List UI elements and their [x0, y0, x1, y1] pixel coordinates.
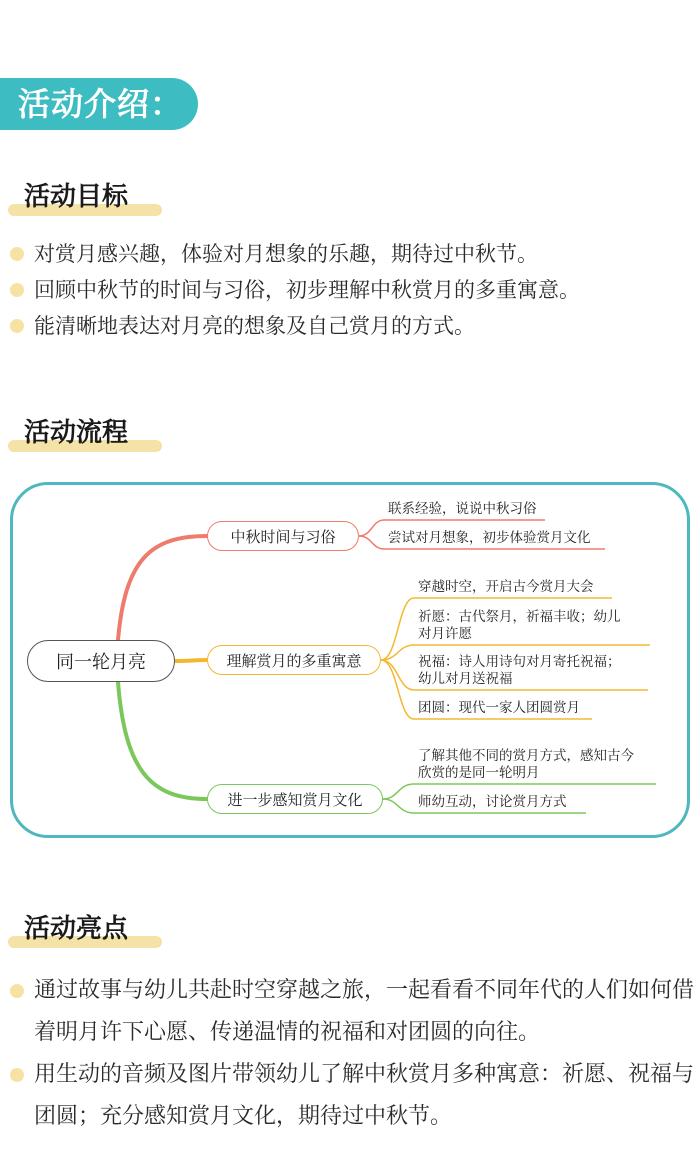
mindmap-branch-3: 进一步感知赏月文化	[207, 784, 383, 814]
mindmap-leaf: 祈愿：古代祭月，祈福丰收；幼儿 对月许愿	[418, 609, 621, 642]
goal-text: 能清晰地表达对月亮的想象及自己赏月的方式。	[34, 314, 475, 338]
highlight-text: 用生动的音频及图片带领幼儿了解中秋赏月多种寓意：祈愿、祝福与团圆；充分感知赏月文化，期待过中秋节。	[34, 1062, 695, 1129]
mindmap-leaf: 穿越时空，开启古今赏月大会	[418, 579, 594, 595]
goal-text: 回顾中秋节的时间与习俗，初步理解中秋赏月的多重寓意。	[34, 278, 580, 302]
goal-text: 对赏月感兴趣，体验对月想象的乐趣，期待过中秋节。	[34, 242, 538, 266]
connector-branch-3	[118, 682, 207, 799]
highlight-item	[8, 1054, 700, 1138]
highlights-list	[8, 970, 700, 1138]
mindmap-branch-2: 理解赏月的多重寓意	[207, 645, 381, 675]
connector-branch-1	[118, 536, 207, 640]
mindmap-leaf: 尝试对月想象，初步体验赏月文化	[388, 530, 591, 546]
bullet-dot-icon	[10, 1068, 24, 1082]
mindmap-leaf: 祝福：诗人用诗句对月寄托祝福； 幼儿对月送祝福	[418, 654, 621, 687]
mindmap-branch-1: 中秋时间与习俗	[207, 521, 359, 551]
goals-title: 活动目标	[24, 182, 129, 212]
highlight-item	[8, 970, 700, 1054]
mindmap-leaf: 师幼互动，讨论赏月方式	[418, 794, 567, 810]
mindmap-root-node: 同一轮月亮	[27, 640, 175, 682]
connector-branch-2	[175, 660, 207, 661]
mindmap-leaf: 了解其他不同的赏月方式，感知古今 欣赏的是同一轮明月	[418, 748, 634, 781]
highlights-title: 活动亮点	[24, 914, 129, 944]
highlight-text: 通过故事与幼儿共赴时空穿越之旅，一起看看不同年代的人们如何借着明月许下心愿、传递温情的祝福和对团圆的向往。	[34, 978, 695, 1045]
mindmap-leaf: 团圆：现代一家人团圆赏月	[418, 700, 580, 716]
mindmap-leaf: 联系经验，说说中秋习俗	[388, 501, 537, 517]
intro-tab: 活动介绍：	[0, 78, 198, 130]
flow-title: 活动流程	[24, 418, 129, 448]
bullet-dot-icon	[10, 984, 24, 998]
